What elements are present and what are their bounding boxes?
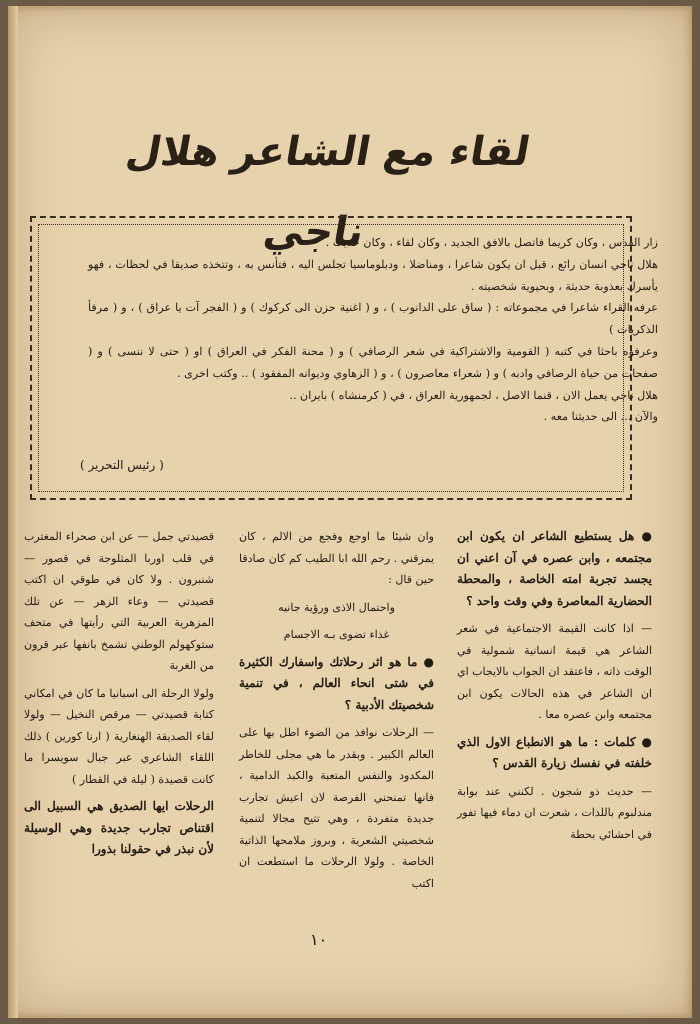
editor-signature: ( رئيس التحرير )	[80, 458, 164, 472]
interview-answer: — الرحلات نوافذ من الضوء اطل بها على العالم الكبير . وبقدر ما هي مجلى للخاطر المكدود والنفس المتعبة والكبد الدامية ، فانها تمنحني الفرصة لان اعيش تجارب جديدة متفردة ، وهي تتيح مجالا لتنمية شخصيتي الشعرية ، وبروز ملامحها الذاتية الخاصة . ولولا الرحلات ما استطعت ان اكتب	[239, 726, 434, 890]
column-left	[24, 526, 214, 867]
column-middle	[239, 526, 434, 900]
intro-paragraph: وعرفوه باحثا في كتبه ( القومية والاشتراكية في شعر الرصافي ) و ( محنة الفكر في العراق ) او ( حتى لا ننسى ) و ( صفحات من حياة الرصافي وادبه ) و ( شعراء معاصرون ) ، و ( الزهاوي وديوانه المفقود ) .. وكتب اخرى .	[88, 344, 658, 380]
interview-answer: — حديث ذو شجون . لكنني عند بوابة مندلبوم باللذات ، شعرت ان دماء فيها تفور في احشائي بحطة	[457, 784, 652, 841]
interview-answer: قصيدتي جمل — عن ابن صحراء المغترب في قلب اوربا المثلوجة في قصور — شنبرون . ولا كان في طوقي ان اكتب قصيدتي — وعاء الزهر — عن تلك المزهرية العربية التي رأيتها في متحف ستوكهولم الوطني تشمخ بانفها عبر قرون من الغربة	[24, 530, 214, 672]
interview-answer: ولولا الرحلة الى اسبانيا ما كان في امكاني كتابة قصيدتي — مرقص النخيل — ولولا لقاء الصديقة الهنغارية ( ارنا كورين ) ذلك اللقاء الشاعري عبر جبال سويسرا ما كانت قصيدة ( ليلة في القطار )	[24, 686, 214, 786]
poem-verse: غذاء تضوى بـه الاجسام	[283, 628, 390, 641]
interview-answer: الرحلات ايها الصديق هي السبيل الى اقتناص تجارب جديدة وهي الوسيلة لأن نبذر في حقولنا بذورا	[24, 799, 214, 856]
poem-verse: واحتمال الاذى ورؤية جانيه	[278, 600, 395, 614]
intro-paragraph: هلال ناجي انسان رائع ، قبل ان يكون شاعرا ، ومناضلا ، ودبلوماسيا تجلس اليه ، فتأنس به ، وتتخذه صديقا في لحظات ، فهو يأسرك بعذوبة حديثة ، وبحيوية شخصيته .	[88, 257, 658, 293]
page-binding	[8, 6, 18, 1018]
interview-question: ● هل يستطيع الشاعر ان يكون ابن مجتمعه ، وابن عصره في آن اعني ان يجسد تجربة امته الخاصة ، والمحطة الحضارية المعاصرة وفي وقت واحد ؟	[457, 529, 652, 608]
intro-text	[88, 232, 658, 428]
intro-paragraph: والآن ... الى حديثنا معه .	[543, 410, 658, 424]
interview-answer: وان شيئا ما اوجع وفجع من الالم ، كان يمزقني . رحم الله ابا الطيب كم كان صادقا حين قال :	[239, 530, 434, 586]
interview-question: ● ما هو اثر رحلاتك واسفارك الكثيرة في شتى انحاء العالم ، في تنمية شخصيتك الأدبية ؟	[239, 654, 434, 712]
intro-paragraph: عرفه القراء شاعرا في مجموعاته : ( ساق على الدانوب ) ، و ( اغنية حزن الى كركوك ) و ( الفجر آت يا عراق ) ، و ( مرفأ الذكريات )	[88, 301, 658, 337]
intro-paragraph: زار القدس ، وكان كريما فاتصل بالافق الجديد ، وكان لقاء ، وكان حديث .	[325, 236, 658, 249]
intro-paragraph: هلال ناجي يعمل الان ، قنما الاصل ، لجمهورية العراق ، في ( كرمنشاه ) بايران ..	[289, 388, 658, 402]
interview-answer: — اذا كانت القيمة الاجتماعية في شعر الشاعر هي قيمة انسانية شمولية في الوقت ذاته ، فاعتقد ان الجواب بالايجاب اي ان الشاعر في هذه الحالات يكون ابن مجتمعه وابن عصره معا .	[457, 622, 652, 721]
column-right	[457, 526, 652, 851]
interview-question: ● كلمات : ما هو الانطباع الاول الذي خلفته في نفسك زيارة القدس ؟	[457, 734, 652, 770]
page-number: ١٠	[310, 930, 328, 949]
article-title: لقاء مع الشاعر هلال ناجي	[122, 129, 534, 255]
magazine-page	[8, 6, 692, 1018]
